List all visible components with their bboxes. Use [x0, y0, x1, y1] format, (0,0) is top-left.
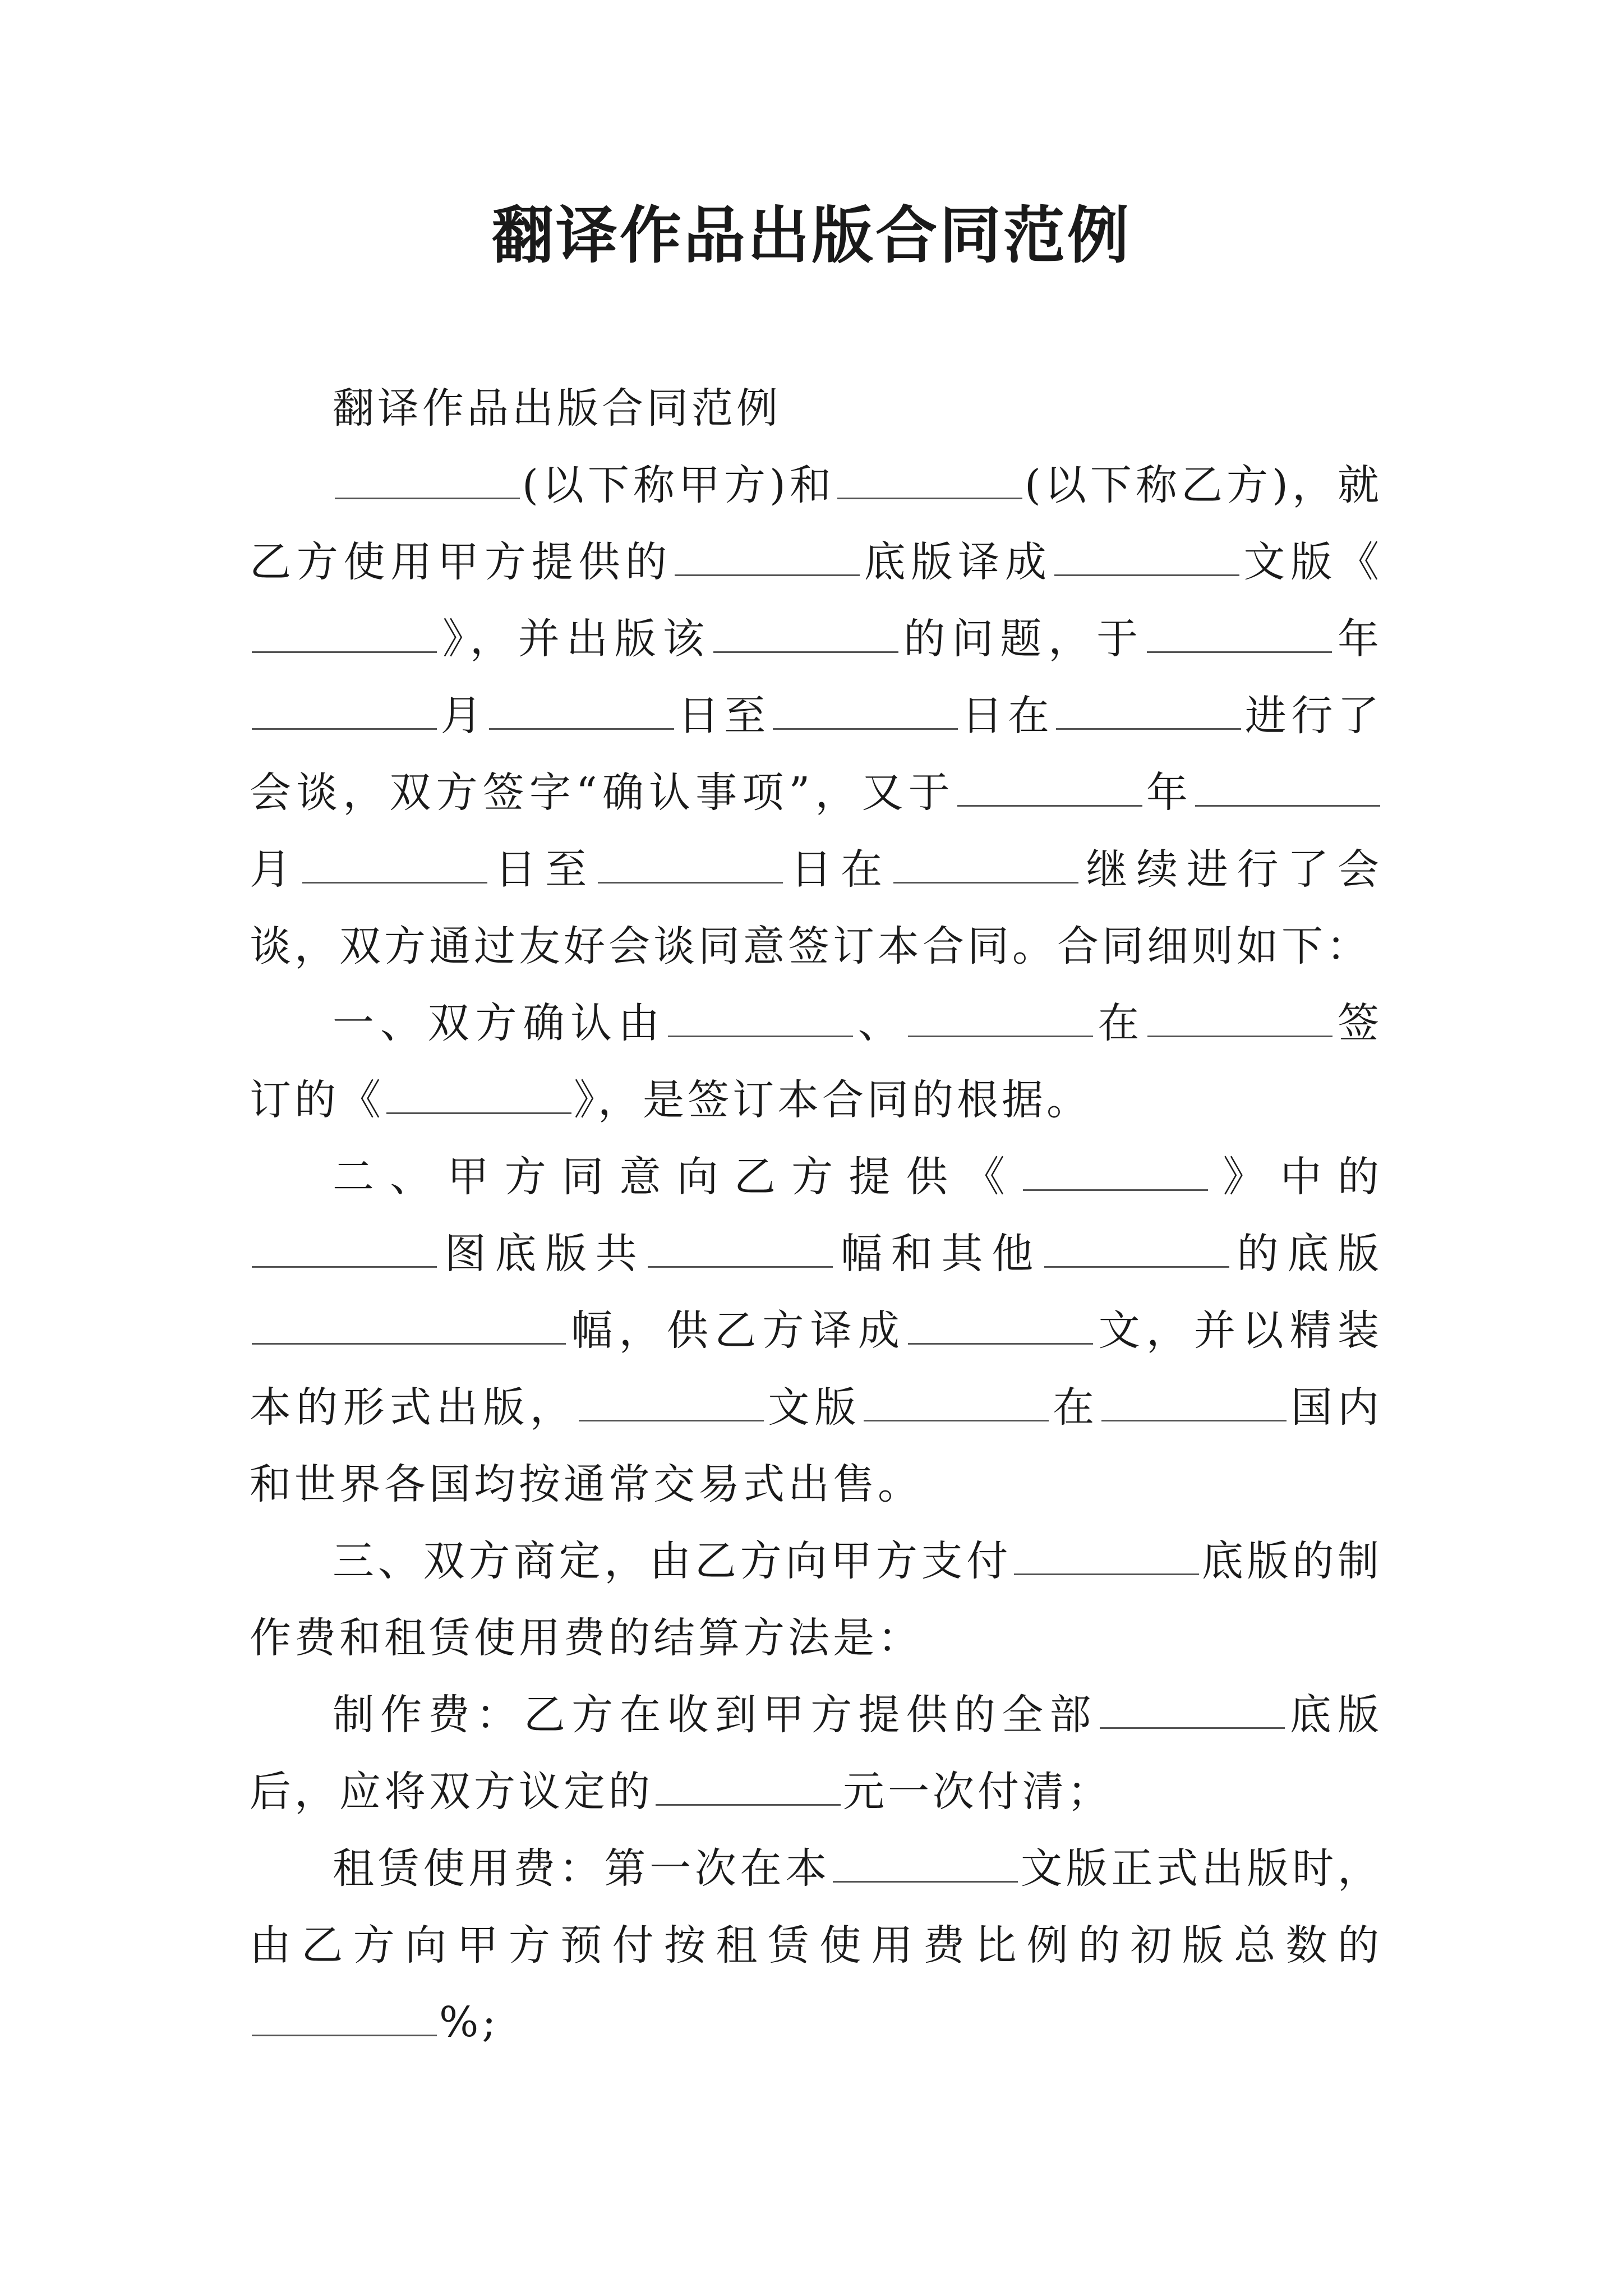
blank-line[interactable]	[773, 720, 958, 730]
blank-line[interactable]	[302, 873, 487, 884]
blank-line[interactable]	[252, 2026, 437, 2036]
blank-line[interactable]	[386, 1104, 571, 1114]
blank-line[interactable]	[908, 1335, 1093, 1345]
blank-line[interactable]	[1054, 566, 1239, 576]
clause-two: 二、甲方同意向乙方提供《 》中的图底版共 幅和其他 的底版幅，供乙方译成 文，并以精装本的形式出版， 文版 在 国内和世界各国均按通常交易式出售。	[250, 1153, 1383, 1508]
blank-line[interactable]	[1147, 643, 1332, 653]
blank-line[interactable]	[864, 1411, 1049, 1421]
blank-line[interactable]	[1101, 1411, 1287, 1421]
blank-line[interactable]	[1056, 720, 1241, 730]
blank-line[interactable]	[893, 873, 1078, 884]
blank-line[interactable]	[252, 643, 437, 653]
blank-line[interactable]	[957, 797, 1142, 807]
rental-fee-paragraph: 租赁使用费：第一次在本 文版正式出版时，由乙方向甲方预付按租赁使用费比例的初版总数的%;	[250, 1844, 1383, 2046]
blank-line[interactable]	[1023, 1181, 1208, 1191]
blank-line[interactable]	[598, 873, 783, 884]
blank-line[interactable]	[252, 1258, 437, 1268]
blank-line[interactable]	[668, 1027, 853, 1037]
blank-line[interactable]	[1014, 1565, 1199, 1575]
blank-line[interactable]	[489, 720, 674, 730]
blank-line[interactable]	[648, 1258, 833, 1268]
blank-line[interactable]	[1147, 1027, 1332, 1037]
blank-line[interactable]	[908, 1027, 1093, 1037]
clause-three: 三、双方商定，由乙方向甲方支付 底版的制作费和租赁使用费的结算方法是：	[250, 1537, 1383, 1662]
blank-line[interactable]	[335, 489, 520, 499]
blank-line[interactable]	[713, 643, 898, 653]
document-title: 翻译作品出版合同范例	[492, 199, 1131, 272]
blank-line[interactable]	[252, 720, 437, 730]
document-body	[250, 370, 1382, 2061]
blank-line[interactable]	[1195, 797, 1380, 807]
blank-line[interactable]	[579, 1411, 764, 1421]
document-subtitle: 翻译作品出版合同范例	[333, 384, 781, 432]
blank-line[interactable]	[252, 1335, 566, 1345]
blank-line[interactable]	[1100, 1719, 1285, 1729]
paragraph-preamble: (以下称甲方)和 (以下称乙方)，就乙方使用甲方提供的 底版译成 文版《》，并出版该 的问题，于 年月 日至 日在 进行了会谈，双方签字“确认事项”，又于 年月 日至 日在 继续进行了会谈，双方通过友好会谈同意签订本合同。合同细则如下：	[250, 461, 1383, 970]
blank-line[interactable]	[1044, 1258, 1229, 1268]
blank-line[interactable]	[833, 1872, 1018, 1883]
blank-line[interactable]	[656, 1796, 841, 1806]
blank-line[interactable]	[837, 489, 1022, 499]
production-fee-paragraph: 制作费：乙方在收到甲方提供的全部 底版后，应将双方议定的 元一次付清；	[250, 1691, 1383, 1816]
blank-line[interactable]	[675, 566, 860, 576]
clause-one: 一、双方确认由 、 在 签订的《 》，是签订本合同的根据。	[250, 999, 1383, 1124]
